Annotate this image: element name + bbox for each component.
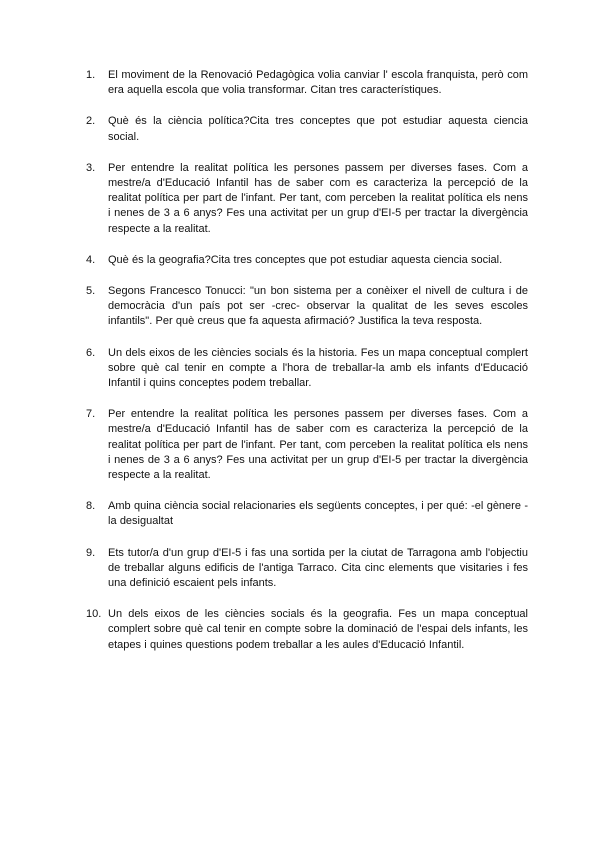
question-item xyxy=(86,284,528,330)
question-item xyxy=(86,253,528,268)
question-number: 9. xyxy=(86,546,96,559)
question-item xyxy=(86,114,528,144)
question-text: Què és la ciència política?Cita tres conceptes que pot estudiar aquesta ciencia social. xyxy=(108,115,528,143)
question-item xyxy=(86,407,528,483)
question-text: Per entendre la realitat política les persones passem per diverses fases. Com a mestre/a d'Educació Infantil has de saber com es caracteriza la percepció de la realitat política per part de l'infant. Per tant, com perceben la realitat política els nens i nenes de 3 a 6 anys? Fes una activitat per un grup d'EI-5 per tractar la divergència respecte a la realitat. xyxy=(108,161,528,235)
question-item xyxy=(86,607,528,653)
question-number: 2. xyxy=(86,115,96,128)
question-item xyxy=(86,346,528,392)
question-text: Per entendre la realitat política les persones passem per diverses fases. Com a mestre/a d'Educació Infantil has de saber com es caracteriza la percepció de la realitat política per part de l'infant. Per tant, com perceben la realitat política els nens i nenes de 3 a 6 anys? Fes una activitat per un grup d'EI-5 per tractar la divergència respecte a la realitat. xyxy=(108,408,528,482)
question-number: 1. xyxy=(86,69,96,81)
question-number: 3. xyxy=(86,161,96,174)
question-number: 6. xyxy=(86,346,96,359)
question-item xyxy=(86,68,528,98)
question-text: Què és la geografia?Cita tres conceptes que pot estudiar aquesta ciencia social. xyxy=(108,253,503,266)
question-number: 4. xyxy=(86,253,96,266)
question-number: 8. xyxy=(86,500,96,513)
question-list xyxy=(86,68,528,669)
question-text: Un dels eixos de les ciències socials és la historia. Fes un mapa conceptual complert sobre què cal tenir en compte a l'hora de treballar-la amb els infants d'Educació Infantil i quins conceptes podem treballar. xyxy=(108,346,528,390)
question-item xyxy=(86,161,528,237)
question-text: Segons Francesco Tonucci: "un bon sistema per a conèixer el nivell de cultura i de democràcia d'un país pot ser -crec- observar la qualitat de les seves escoles infantils". Per què creus que fa aquesta afirmació? Justifica la teva resposta. xyxy=(108,285,528,328)
question-item xyxy=(86,546,528,592)
question-item xyxy=(86,499,528,529)
question-number: 7. xyxy=(86,408,96,421)
question-text: El moviment de la Renovació Pedagògica volia canviar l' escola franquista, però com era aquella escola que volia transformar. Citan tres característiques. xyxy=(108,69,528,97)
question-text: Ets tutor/a d'un grup d'EI-5 i fas una sortida per la ciutat de Tarragona amb l'objectiu de treballar alguns edificis de l'antiga Tarraco. Cita cinc elements que visitaries i fes una definició escaient pels infants. xyxy=(108,546,528,590)
question-text: Un dels eixos de les ciències socials és la geografia. Fes un mapa conceptual complert sobre què cal tenir en compte sobre la dominació de l'espai dels infants, les etapes i quines questions podem treballar a les aules d'Educació Infantil. xyxy=(108,608,528,651)
question-number: 10. xyxy=(86,608,102,621)
question-text: Amb quina ciència social relacionaries els següents conceptes, i per qué: -el gènere -la desigualtat xyxy=(108,500,528,528)
question-number: 5. xyxy=(86,285,96,298)
